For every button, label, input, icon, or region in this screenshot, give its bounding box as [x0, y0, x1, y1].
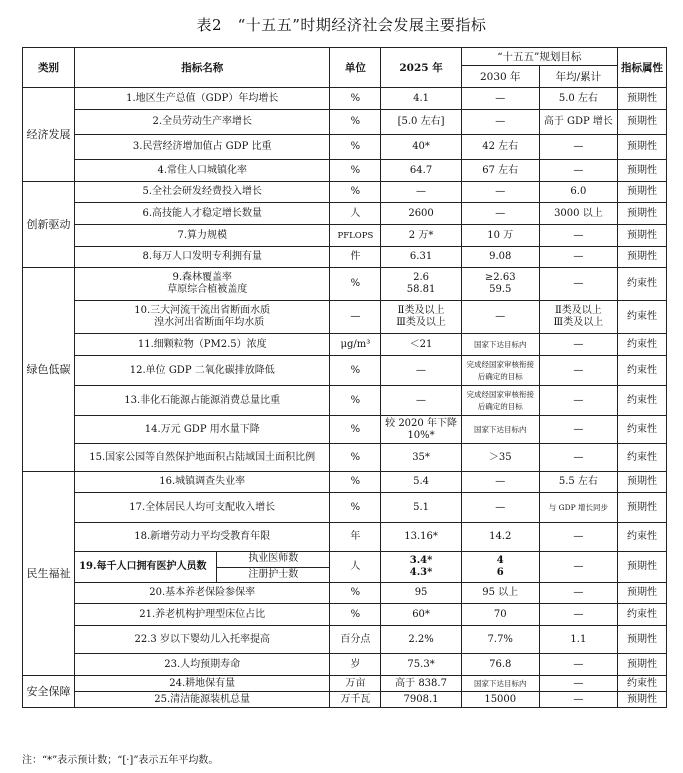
row-name-line1: 10.三大河流干流出省断面水质 [134, 305, 271, 316]
row-unit: % [330, 472, 381, 493]
row-annual: — [539, 356, 617, 386]
row-2025: ＜21 [381, 334, 461, 356]
row-2025: [5.0 左右] [381, 110, 461, 135]
row-2030 [461, 268, 539, 301]
row-attr: 预期性 [617, 583, 666, 604]
row-2030: 完成经国家审核衔接后确定的目标 [461, 356, 539, 386]
row-2025 [381, 552, 461, 583]
table-title: 表2 “十五五”时期经济社会发展主要指标 [196, 16, 487, 34]
row-unit: % [330, 583, 381, 604]
header-attr: 指标属性 [617, 48, 666, 88]
row-name: 14.万元 GDP 用水量下降 [75, 416, 330, 444]
row-unit: % [330, 160, 381, 182]
row-2030: — [461, 493, 539, 523]
row-attr: 约束性 [617, 676, 666, 692]
row-2025: 5.1 [381, 493, 461, 523]
row-annual: — [539, 225, 617, 247]
row-name: 20.基本养老保险参保率 [75, 583, 330, 604]
header-name: 指标名称 [75, 48, 330, 88]
row-2025: 2 万* [381, 225, 461, 247]
row-name: 2.全员劳动生产率增长 [75, 110, 330, 135]
row-attr: 约束性 [617, 604, 666, 626]
row-unit: 年 [330, 523, 381, 552]
row-name: 21.养老机构护理型床位占比 [75, 604, 330, 626]
row-unit: % [330, 444, 381, 472]
row-2030 [461, 552, 539, 583]
row-name-line2: 草原综合植被盖度 [167, 284, 248, 295]
row-name [75, 268, 330, 301]
row-2030-line1: 4 [496, 555, 504, 566]
row-annual: — [539, 268, 617, 301]
row-2030-line1: ≥2.63 [484, 272, 516, 283]
row-annual: — [539, 654, 617, 676]
row-attr: 约束性 [617, 334, 666, 356]
category-economy: 经济发展 [23, 88, 75, 182]
row-2030: — [461, 88, 539, 110]
row-2025-line2: 4.3* [409, 567, 433, 578]
row-annual: — [539, 692, 617, 708]
row-attr: 约束性 [617, 386, 666, 416]
row-2030: 10 万 [461, 225, 539, 247]
row-annual-line1: Ⅱ类及以上 [554, 305, 602, 316]
row-2030: 15000 [461, 692, 539, 708]
row-2030-line2: 59.5 [489, 284, 512, 295]
row-unit: 岁 [330, 654, 381, 676]
row-attr: 预期性 [617, 654, 666, 676]
row-attr: 预期性 [617, 182, 666, 203]
row-unit: % [330, 604, 381, 626]
row-2025: 7908.1 [381, 692, 461, 708]
footnote: 注：“*”表示预计数；“[·]”表示五年平均数。 [22, 755, 219, 766]
row-annual: — [539, 416, 617, 444]
row-2025-line1: Ⅱ类及以上 [397, 305, 445, 316]
row-name: 6.高技能人才稳定增长数量 [75, 203, 330, 225]
row-2025: — [381, 356, 461, 386]
row-2030: 国家下达目标内 [461, 676, 539, 692]
row-unit: 人 [330, 552, 381, 583]
row-2030: — [461, 110, 539, 135]
row-name: 8.每万人口发明专利拥有量 [75, 247, 330, 268]
row-name-line2: 湟水河出省断面年均水质 [154, 317, 265, 328]
row-attr: 预期性 [617, 135, 666, 160]
row-unit: 万亩 [330, 676, 381, 692]
row-sub-doctors: 执业医师数 [217, 552, 329, 568]
row-name: 12.单位 GDP 二氧化碳排放降低 [75, 356, 330, 386]
row-2025: 6.31 [381, 247, 461, 268]
row-unit: % [330, 416, 381, 444]
row-2025: 2600 [381, 203, 461, 225]
row-attr: 预期性 [617, 203, 666, 225]
row-name: 5.全社会研发经费投入增长 [75, 182, 330, 203]
row-name [75, 301, 330, 334]
row-annual: — [539, 160, 617, 182]
row-2025: 高于 838.7 [381, 676, 461, 692]
row-unit: % [330, 135, 381, 160]
row-annual: — [539, 247, 617, 268]
row-2030: 国家下达目标内 [461, 416, 539, 444]
row-annual: 高于 GDP 增长 [539, 110, 617, 135]
row-2030: ＞35 [461, 444, 539, 472]
row-2030: 14.2 [461, 523, 539, 552]
header-2025: 2025 年 [381, 48, 461, 88]
row-2030-line2: 6 [496, 567, 504, 578]
row-2030: — [461, 203, 539, 225]
row-name [75, 552, 330, 583]
row-unit: μg/m³ [330, 334, 381, 356]
row-unit: % [330, 493, 381, 523]
row-2025: 4.1 [381, 88, 461, 110]
row-2025-line2: Ⅲ类及以上 [396, 317, 446, 328]
row-attr: 约束性 [617, 268, 666, 301]
category-security: 安全保障 [23, 676, 75, 708]
row-attr: 约束性 [617, 444, 666, 472]
row-annual: — [539, 583, 617, 604]
row-attr: 预期性 [617, 552, 666, 583]
row-attr: 预期性 [617, 493, 666, 523]
header-unit: 单位 [330, 48, 381, 88]
row-2030: 67 左右 [461, 160, 539, 182]
row-attr: 预期性 [617, 225, 666, 247]
row-annual: — [539, 676, 617, 692]
row-attr: 预期性 [617, 88, 666, 110]
row-unit: % [330, 356, 381, 386]
row-2025-line1: 3.4* [409, 555, 433, 566]
row-2025: — [381, 386, 461, 416]
row-annual-line2: Ⅲ类及以上 [553, 317, 604, 328]
row-unit: % [330, 88, 381, 110]
row-2025: 64.7 [381, 160, 461, 182]
row-2030: 完成经国家审核衔接后确定的目标 [461, 386, 539, 416]
row-2025: 13.16* [381, 523, 461, 552]
row-name: 4.常住人口城镇化率 [75, 160, 330, 182]
row-name-main: 19.每千人口拥有医护人员数 [79, 561, 207, 572]
row-name: 22.3 岁以下婴幼儿入托率提高 [75, 626, 330, 654]
category-green: 绿色低碳 [23, 268, 75, 472]
row-name: 16.城镇调查失业率 [75, 472, 330, 493]
row-annual: 3000 以上 [539, 203, 617, 225]
row-name: 1.地区生产总值（GDP）年均增长 [75, 88, 330, 110]
row-name: 11.细颗粒物（PM2.5）浓度 [75, 334, 330, 356]
row-unit: % [330, 110, 381, 135]
row-annual: — [539, 552, 617, 583]
row-2025: 5.4 [381, 472, 461, 493]
row-annual: — [539, 444, 617, 472]
row-2025: 2.2% [381, 626, 461, 654]
row-annual: 与 GDP 增长同步 [539, 493, 617, 523]
category-innovation: 创新驱动 [23, 182, 75, 268]
row-sub-nurses: 注册护士数 [248, 568, 299, 580]
row-attr: 约束性 [617, 356, 666, 386]
row-attr: 预期性 [617, 160, 666, 182]
row-2030: 7.7% [461, 626, 539, 654]
row-2030: 9.08 [461, 247, 539, 268]
row-attr: 约束性 [617, 523, 666, 552]
row-attr: 预期性 [617, 626, 666, 654]
row-2025-line1: 2.6 [413, 272, 429, 283]
row-2030: 70 [461, 604, 539, 626]
row-attr: 预期性 [617, 472, 666, 493]
row-2025: 75.3* [381, 654, 461, 676]
row-unit: % [330, 268, 381, 301]
row-unit: % [330, 386, 381, 416]
row-annual: — [539, 604, 617, 626]
row-annual: — [539, 386, 617, 416]
row-unit: — [330, 301, 381, 334]
row-2025: 较 2020 年下降 10%* [381, 416, 461, 444]
row-annual: — [539, 135, 617, 160]
category-welfare: 民生福祉 [23, 472, 75, 676]
indicator-table [22, 47, 667, 708]
row-2030: 76.8 [461, 654, 539, 676]
row-unit: 件 [330, 247, 381, 268]
row-unit: 百分点 [330, 626, 381, 654]
row-unit: 万千瓦 [330, 692, 381, 708]
row-2025: 60* [381, 604, 461, 626]
row-unit: 人 [330, 203, 381, 225]
row-2030: — [461, 182, 539, 203]
row-2025 [381, 301, 461, 334]
row-annual: 1.1 [539, 626, 617, 654]
row-name: 3.民营经济增加值占 GDP 比重 [75, 135, 330, 160]
row-name: 15.国家公园等自然保护地面积占陆域国土面积比例 [75, 444, 330, 472]
row-2025: 35* [381, 444, 461, 472]
header-plan-target: “十五五”规划目标 [461, 48, 617, 66]
row-attr: 约束性 [617, 416, 666, 444]
row-attr: 预期性 [617, 692, 666, 708]
row-name: 13.非化石能源占能源消费总量比重 [75, 386, 330, 416]
row-annual [539, 301, 617, 334]
row-2025: — [381, 182, 461, 203]
header-category: 类别 [23, 48, 75, 88]
row-2030: — [461, 472, 539, 493]
header-annual: 年均/累计 [539, 66, 617, 88]
row-annual: 5.0 左右 [539, 88, 617, 110]
row-2030: — [461, 301, 539, 334]
row-name: 17.全体居民人均可支配收入增长 [75, 493, 330, 523]
row-2025-line2: 58.81 [406, 284, 436, 295]
row-unit: PFLOPS [330, 225, 381, 247]
row-name: 24.耕地保有量 [75, 676, 330, 692]
row-attr: 预期性 [617, 247, 666, 268]
row-name: 18.新增劳动力平均受教育年限 [75, 523, 330, 552]
row-2025 [381, 268, 461, 301]
row-2025: 95 [381, 583, 461, 604]
row-annual: 5.5 左右 [539, 472, 617, 493]
row-annual: 6.0 [539, 182, 617, 203]
row-annual: — [539, 523, 617, 552]
row-name-line1: 9.森林覆盖率 [172, 272, 233, 283]
row-name: 23.人均预期寿命 [75, 654, 330, 676]
row-name: 7.算力规模 [75, 225, 330, 247]
row-annual: — [539, 334, 617, 356]
row-2030: 95 以上 [461, 583, 539, 604]
row-attr: 预期性 [617, 110, 666, 135]
row-unit: % [330, 182, 381, 203]
row-2025: 40* [381, 135, 461, 160]
row-2030: 42 左右 [461, 135, 539, 160]
header-2030: 2030 年 [461, 66, 539, 88]
row-attr: 约束性 [617, 301, 666, 334]
row-2030: 国家下达目标内 [461, 334, 539, 356]
row-name: 25.清洁能源装机总量 [75, 692, 330, 708]
